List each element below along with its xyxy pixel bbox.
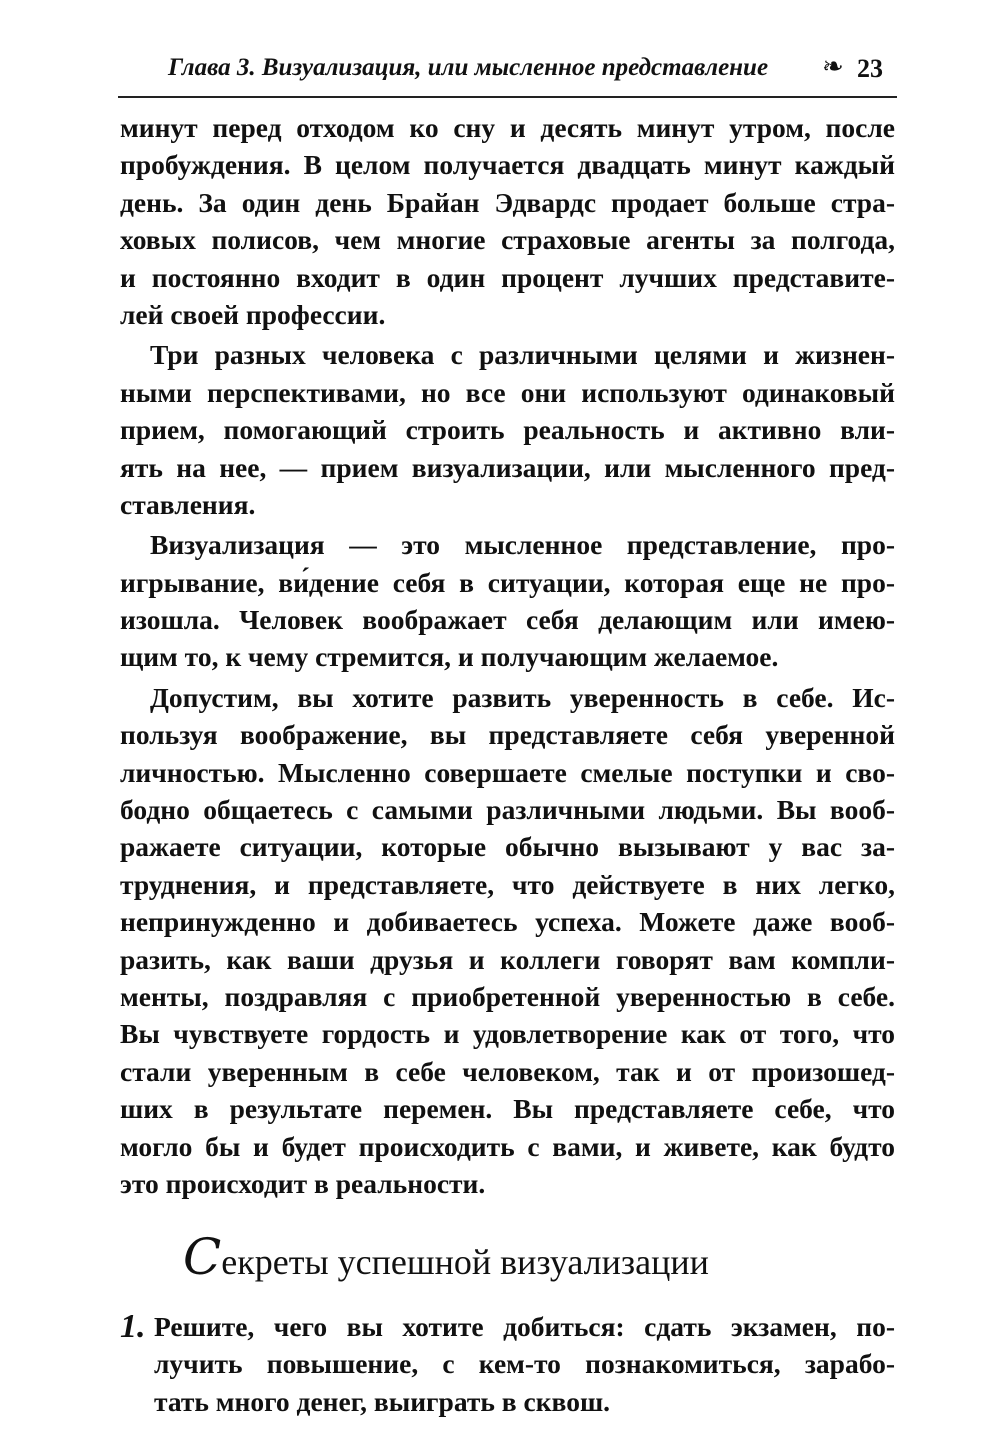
text-line: менты, поздравляя с приобретенной уверенностью в себе. <box>120 980 895 1012</box>
text-line: ными перспективами, но все они используют одинаковый <box>120 376 895 408</box>
paragraph <box>120 336 895 523</box>
text-line: ражаете ситуации, которые обычно вызывают у вас за- <box>120 831 895 863</box>
text-line: могло бы и будет происходить с вами, и живете, как будто <box>120 1130 895 1162</box>
text-line: прием, помогающий строить реальность и активно вли- <box>120 414 895 446</box>
list-item <box>120 1308 895 1420</box>
text-line: Визуализация — это мысленное представление, про- <box>150 529 895 561</box>
page-number: 23 <box>857 54 883 83</box>
text-line: пробуждения. В целом получается двадцать минут каждый <box>120 149 895 181</box>
list-marker: 1. <box>120 1308 146 1345</box>
header-rule <box>118 96 897 98</box>
text-line: день. За один день Брайан Эдвардс продает больше стра- <box>120 186 895 218</box>
text-line: щим то, к чему стремится, и получающим желаемое. <box>120 641 779 673</box>
text-line: изошла. Человек воображает себя делающим или имею- <box>120 604 895 636</box>
text-line: непринужденно и добиваетесь успеха. Можете даже вооб- <box>120 906 895 938</box>
section-heading <box>183 1228 709 1286</box>
text-line: личностью. Мысленно совершаете смелые поступки и сво- <box>120 756 895 788</box>
text-line: лей своей профессии. <box>120 298 386 330</box>
text-line: минут перед отходом ко сну и десять минут утром, после <box>120 112 895 143</box>
text-line: лучить повышение, с кем-то познакомиться, зарабо- <box>154 1348 895 1380</box>
text-line: ять на нее, — прием визуализации, или мысленного пред- <box>120 451 895 483</box>
text-line: Решите, чего вы хотите добиться: сдать экзамен, по- <box>154 1311 895 1342</box>
list-item-text <box>154 1308 895 1420</box>
text-line: ставления. <box>120 488 256 520</box>
running-title: Глава 3. Визуализация, или мысленное представление <box>168 54 769 81</box>
text-line: бодно общаетесь с самыми различными людьми. Вы вооб- <box>120 794 895 826</box>
heading-text: екреты успешной визуализации <box>221 1242 709 1282</box>
text-line: пользуя воображение, вы представляете себя уверенной <box>120 719 895 751</box>
text-line: игрывание, ви́дение себя в ситуации, которая еще не про- <box>120 566 895 598</box>
text-line: ших в результате перемен. Вы представляете себе, что <box>120 1093 895 1125</box>
text-line: разить, как ваши друзья и коллеги говорят вам компли- <box>120 943 895 975</box>
text-line: Вы чувствуете гордость и удовлетворение как от того, что <box>120 1018 895 1050</box>
text-line: ховых полисов, чем многие страховые агенты за полгода, <box>120 224 895 256</box>
numbered-list <box>120 1308 895 1420</box>
ornament-icon: ❧ <box>822 52 844 81</box>
body-text <box>120 109 895 1205</box>
paragraph <box>120 526 895 676</box>
text-line: это происходит в реальности. <box>120 1167 486 1199</box>
text-line: Три разных человека с различными целями и жизнен- <box>150 339 895 371</box>
text-line: и постоянно входит в один процент лучших представите- <box>120 261 895 293</box>
heading-initial: С <box>183 1228 222 1286</box>
paragraph <box>120 679 895 1202</box>
running-header <box>120 52 895 92</box>
text-line: тать много денег, выиграть в сквош. <box>154 1385 611 1417</box>
text-line: труднения, и представляете, что действуете в них легко, <box>120 868 895 900</box>
text-line: стали уверенным в себе человеком, так и от произошед- <box>120 1055 895 1087</box>
text-line: Допустим, вы хотите развить уверенность в себе. Ис- <box>150 681 895 713</box>
paragraph <box>120 109 895 333</box>
